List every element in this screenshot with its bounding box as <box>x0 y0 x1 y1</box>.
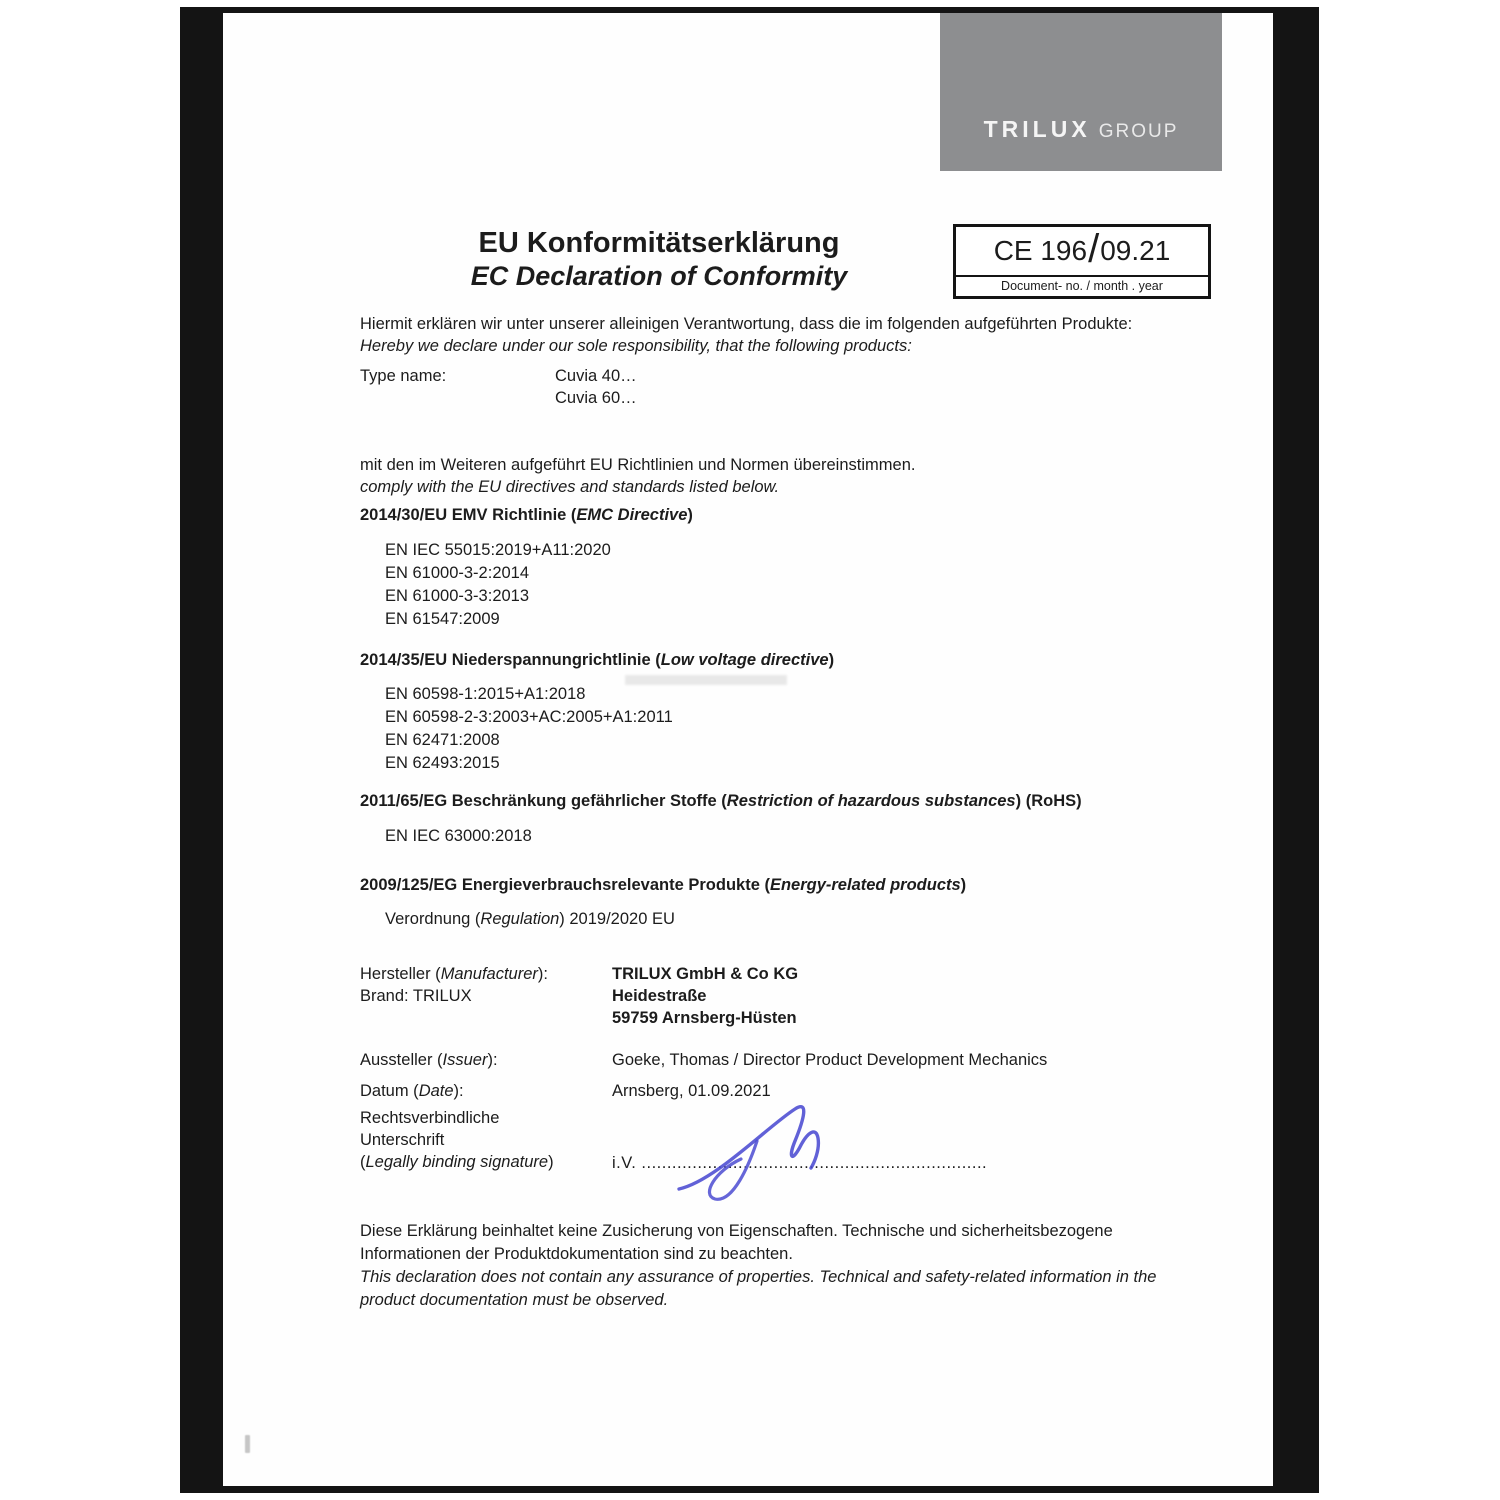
section-heading-emc <box>360 506 693 525</box>
manufacturer-label-prefix: Hersteller ( <box>360 965 441 983</box>
issuer-label-italic: Issuer <box>442 1051 488 1069</box>
standard-item: EN 62471:2008 <box>385 731 500 749</box>
disclaimer-german: Diese Erklärung beinhaltet keine Zusicherung von Eigenschaften. Technische und sicherheitsbezogene Informationen der Produktdokumentation sind zu beachten. <box>360 1222 1113 1263</box>
date-label-suffix: ): <box>453 1082 464 1100</box>
standard-item: EN 61000-3-2:2014 <box>385 564 530 582</box>
title-german: EU Konformitätserklärung <box>478 227 840 259</box>
signature-label-line1: Rechtsverbindliche <box>360 1109 500 1127</box>
ce-box-caption: Document- no. / month . year <box>956 275 1208 296</box>
document-title <box>409 226 909 292</box>
trilux-group-logo <box>940 13 1222 171</box>
comply-english: comply with the EU directives and standards listed below. <box>360 478 780 496</box>
ce-number <box>956 227 1208 275</box>
standard-item: EN IEC 63000:2018 <box>385 827 532 845</box>
regulation-suffix: ) 2019/2020 EU <box>559 910 675 928</box>
standards-list-rohs <box>385 825 532 848</box>
date-value: Arnsberg, 01.09.2021 <box>612 1082 771 1100</box>
manufacturer-city: 59759 Arnsberg-Hüsten <box>612 1009 797 1027</box>
section-rohs-suffix: ) (RoHS) <box>1015 792 1082 810</box>
section-lvd-prefix: 2014/35/EU Niederspannungrichtlinie ( <box>360 651 661 669</box>
brand-line: Brand: TRILUX <box>360 987 472 1005</box>
signature-label-line2: Unterschrift <box>360 1131 445 1149</box>
document-page <box>223 13 1273 1486</box>
section-emc-prefix: 2014/30/EU EMV Richtlinie ( <box>360 506 577 524</box>
intro-english: Hereby we declare under our sole responsibility, that the following products: <box>360 337 912 355</box>
section-rohs-prefix: 2011/65/EG Beschränkung gefährlicher Stoffe ( <box>360 792 727 810</box>
comply-paragraph <box>360 454 1205 498</box>
standards-list-emc <box>385 539 611 631</box>
type-name-label: Type name: <box>360 367 447 385</box>
issuer-label-prefix: Aussteller ( <box>360 1051 443 1069</box>
signature-label-line3 <box>360 1151 554 1173</box>
standard-item: EN 62493:2015 <box>385 754 500 772</box>
logo-brand-text: TRILUX <box>983 116 1091 142</box>
manufacturer-label-italic: Manufacturer <box>440 965 538 983</box>
manufacturer-label <box>360 963 548 1007</box>
section-erp-prefix: 2009/125/EG Energieverbrauchsrelevante Produkte ( <box>360 876 770 894</box>
regulation-italic: Regulation <box>480 910 560 928</box>
standards-list-lvd <box>385 683 673 775</box>
date-label <box>360 1080 464 1102</box>
intro-german: Hiermit erklären wir unter unserer alleinigen Verantwortung, dass die im folgenden aufgeführten Produkte: <box>360 315 1133 333</box>
manufacturer-street: Heidestraße <box>612 987 707 1005</box>
comply-german: mit den im Weiteren aufgeführt EU Richtlinien und Normen übereinstimmen. <box>360 456 916 474</box>
section-lvd-italic: Low voltage directive <box>660 651 829 669</box>
issuer-label <box>360 1049 498 1071</box>
standard-item: EN 61547:2009 <box>385 610 500 628</box>
regulation-line <box>385 908 675 930</box>
section-heading-erp <box>360 876 966 895</box>
issuer-value: Goeke, Thomas / Director Product Development Mechanics <box>612 1051 1048 1069</box>
section-heading-lvd <box>360 651 834 670</box>
date-label-prefix: Datum ( <box>360 1082 419 1100</box>
manufacturer-label-suffix: ): <box>537 965 548 983</box>
page-edge-mark <box>245 1435 250 1453</box>
disclaimer-paragraph <box>360 1220 1208 1312</box>
signature-label-suffix: ) <box>548 1153 554 1171</box>
ce-number-suffix: 09.21 <box>1100 235 1171 266</box>
disclaimer-english: This declaration does not contain any assurance of properties. Technical and safety-related information in the product documentation must be observed. <box>360 1268 1157 1309</box>
document-frame <box>180 7 1319 1493</box>
section-emc-suffix: ) <box>687 506 693 524</box>
handwritten-signature <box>653 1091 893 1215</box>
type-name-value-2: Cuvia 60… <box>555 389 637 407</box>
issuer-label-suffix: ): <box>487 1051 498 1069</box>
manufacturer-address <box>612 963 798 1029</box>
signature-dotted-line: i.V. .................................................................... <box>612 1154 988 1172</box>
section-erp-italic: Energy-related products <box>769 876 961 894</box>
signature-label-prefix: ( <box>360 1153 366 1171</box>
intro-paragraph <box>360 313 1205 357</box>
signature-label <box>360 1107 554 1173</box>
ce-number-prefix: CE 196 <box>993 235 1088 266</box>
standard-item: EN 60598-1:2015+A1:2018 <box>385 685 586 703</box>
section-heading-rohs <box>360 792 1082 811</box>
date-label-italic: Date <box>418 1082 454 1100</box>
section-lvd-suffix: ) <box>828 651 835 669</box>
manufacturer-name: TRILUX GmbH & Co KG <box>612 965 799 983</box>
ce-document-number-box <box>953 224 1211 299</box>
section-emc-italic: EMC Directive <box>576 506 688 524</box>
manufacturer-label-line <box>360 963 548 985</box>
standard-item: EN 60598-2-3:2003+AC:2005+A1:2011 <box>385 708 673 726</box>
regulation-prefix: Verordnung ( <box>385 910 481 928</box>
type-name-value-1: Cuvia 40… <box>555 367 637 385</box>
logo-group-text: GROUP <box>1098 121 1179 142</box>
section-erp-suffix: ) <box>960 876 967 894</box>
standard-item: EN IEC 55015:2019+A11:2020 <box>385 541 611 559</box>
section-rohs-italic: Restriction of hazardous substances <box>726 792 1016 810</box>
ce-number-slash: / <box>1088 227 1100 271</box>
standard-item: EN 61000-3-3:2013 <box>385 587 530 605</box>
type-name-values <box>555 365 637 409</box>
signature-label-italic: Legally binding signature <box>365 1153 549 1171</box>
title-english: EC Declaration of Conformity <box>470 261 848 291</box>
